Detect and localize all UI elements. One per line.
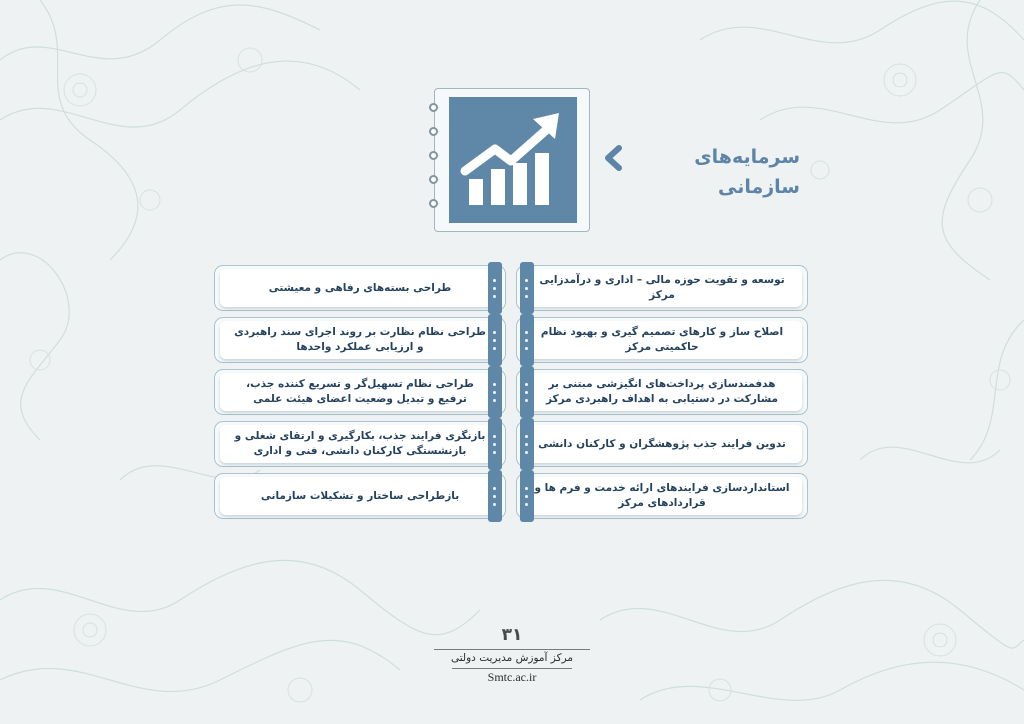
objective-card bbox=[516, 317, 808, 363]
objective-text: تدوین فرایند جذب پژوهشگران و کارکنان دانشی bbox=[538, 437, 786, 450]
objective-card bbox=[214, 265, 506, 311]
binder-ring-icon bbox=[429, 175, 438, 184]
page-title: سرمایه‌های سازمانی bbox=[694, 146, 800, 198]
objective-card bbox=[516, 265, 808, 311]
objective-text: اصلاح ساز و کارهای تصمیم گیری و بهبود نظام حاکمیتی مرکز bbox=[540, 326, 784, 353]
objective-card bbox=[516, 421, 808, 467]
header-icon-box bbox=[434, 88, 590, 232]
organization-name: مرکز آموزش مدیریت دولتی bbox=[450, 652, 574, 664]
objective-card bbox=[214, 421, 506, 467]
binder-ring-icon bbox=[429, 199, 438, 208]
binder-ring-icon bbox=[429, 127, 438, 136]
objective-card bbox=[516, 369, 808, 415]
objective-text: طراحی بسته‌های رفاهی و معیشتی bbox=[268, 281, 452, 294]
page-number: ۳۱ bbox=[501, 625, 523, 645]
footer-divider bbox=[452, 668, 572, 669]
objective-text: توسعه و تقویت حوزه مالی – اداری و درآمدزایی مرکز bbox=[539, 274, 785, 301]
objective-text: هدفمندسازی پرداخت‌های انگیزشی مبتنی بر مشارکت در دستیابی به اهداف راهبردی مرکز bbox=[545, 378, 779, 405]
objective-card bbox=[214, 369, 506, 415]
chevron-left-icon bbox=[602, 144, 624, 172]
objective-card bbox=[214, 473, 506, 519]
objective-card bbox=[214, 317, 506, 363]
objective-text: بازطراحی ساختار و تشکیلات سازمانی bbox=[260, 489, 460, 502]
objective-text: طراحی نظام نظارت بر روند اجرای سند راهبردی و ارزیابی عملکرد واحدها bbox=[234, 326, 486, 353]
website-link[interactable]: Smtc.ac.ir bbox=[487, 670, 537, 684]
objective-text: بازنگری فرایند جذب، بکارگیری و ارتقای شغلی و بازنشستگی کارکنان دانشی، فنی و اداری bbox=[234, 430, 486, 457]
objective-text: استانداردسازی فرایندهای ارائه خدمت و فرم ها و قراردادهای مرکز bbox=[534, 482, 790, 509]
objective-card bbox=[516, 473, 808, 519]
binder-ring-icon bbox=[429, 151, 438, 160]
footer-divider bbox=[434, 649, 590, 650]
objective-text: طراحی نظام تسهیل‌گر و تسریع کننده جذب، ترفیع و تبدیل وضعیت اعضای هیئت علمی bbox=[246, 378, 474, 405]
binder-ring-icon bbox=[429, 103, 438, 112]
growth-chart-icon bbox=[449, 97, 577, 223]
